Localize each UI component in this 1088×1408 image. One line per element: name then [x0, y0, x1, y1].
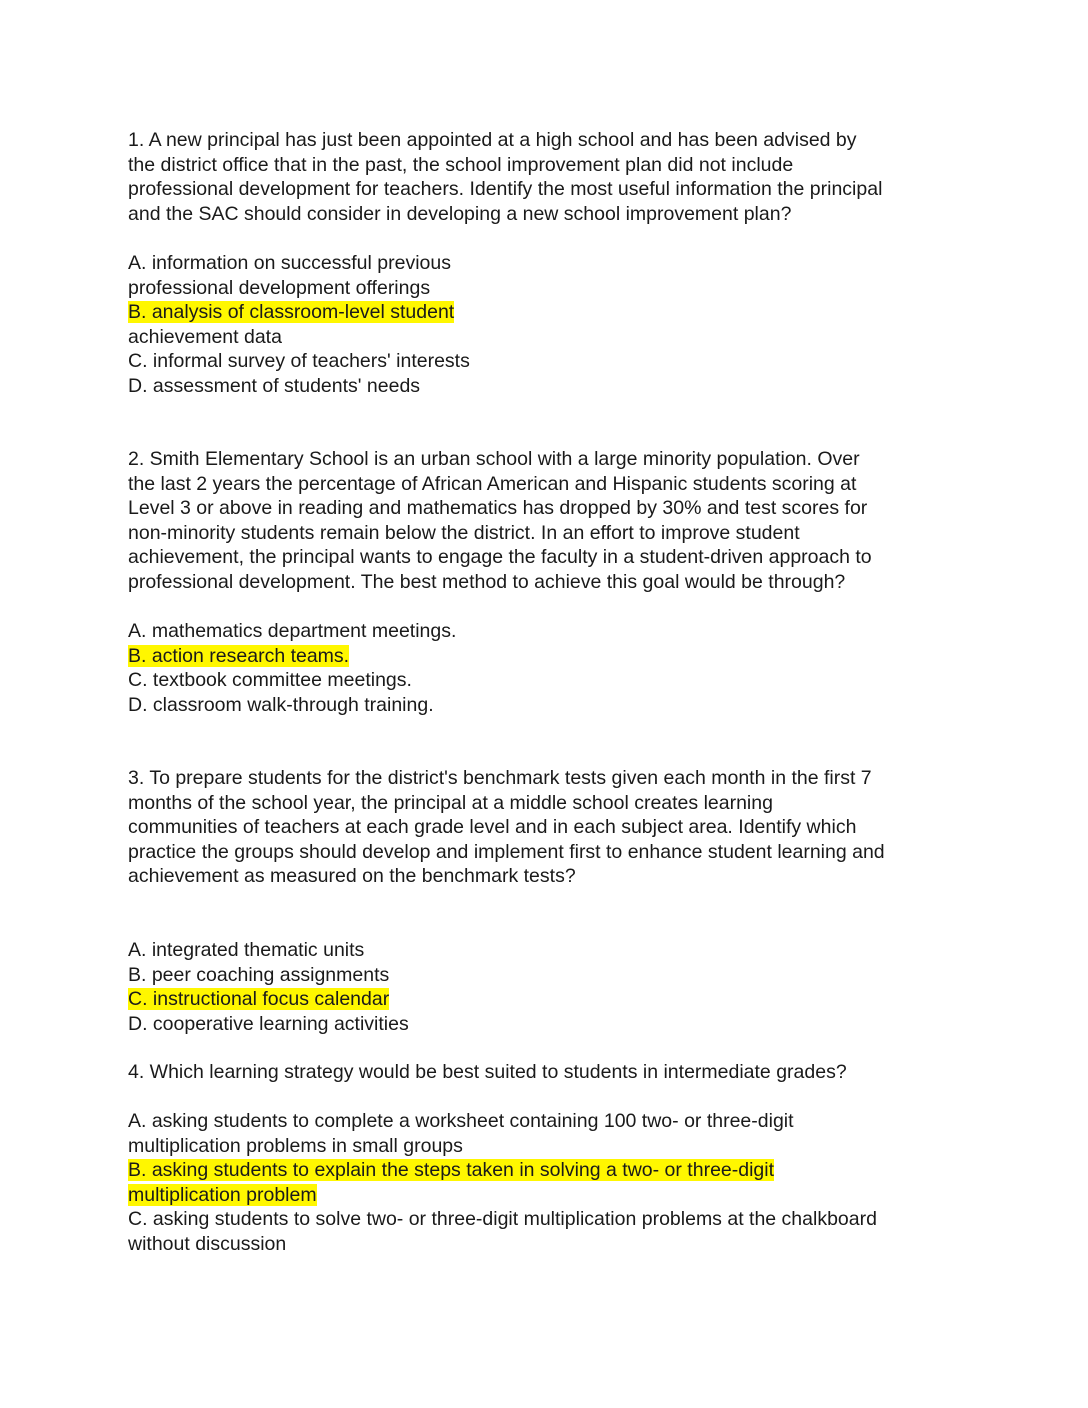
prompt-line: Level 3 or above in reading and mathematics has dropped by 30% and test scores for — [128, 497, 868, 519]
option-line-correct — [128, 644, 968, 669]
prompt-line: 3. To prepare students for the district's benchmark tests given each month in the first 7 — [128, 767, 872, 789]
prompt-line: months of the school year, the principal at a middle school creates learning — [128, 791, 773, 814]
answer-highlight: multiplication problem — [128, 1183, 317, 1206]
option-line: A. mathematics department meetings. — [128, 620, 457, 642]
option-line: D. assessment of students' needs — [128, 374, 421, 397]
option-line-correct — [128, 1158, 968, 1183]
question-1-prompt — [128, 128, 968, 226]
prompt-line: 1. A new principal has just been appointed at a high school and has been advised by — [128, 129, 857, 151]
question-2-options — [128, 619, 968, 717]
question-4-prompt — [128, 1060, 968, 1085]
prompt-line: and the SAC should consider in developing a new school improvement plan? — [128, 202, 792, 225]
option-line: without discussion — [128, 1232, 287, 1255]
option-line-correct — [128, 987, 968, 1012]
prompt-line: professional development. The best method to achieve this goal would be through? — [128, 570, 846, 593]
option-line: C. informal survey of teachers' interests — [128, 350, 470, 372]
prompt-line: 4. Which learning strategy would be best suited to students in intermediate grades? — [128, 1061, 847, 1083]
option-line: B. peer coaching assignments — [128, 963, 390, 986]
option-line-correct — [128, 1183, 968, 1208]
option-line: professional development offerings — [128, 276, 431, 299]
answer-highlight: B. asking students to explain the steps taken in solving a two- or three-digit — [128, 1159, 775, 1181]
answer-highlight: C. instructional focus calendar — [128, 988, 390, 1010]
question-1-options — [128, 251, 968, 398]
option-line: A. asking students to complete a worksheet containing 100 two- or three-digit — [128, 1110, 794, 1132]
question-3-prompt — [128, 766, 968, 889]
option-line-correct — [128, 300, 968, 325]
option-line: C. textbook committee meetings. — [128, 669, 412, 691]
prompt-line: the last 2 years the percentage of African American and Hispanic students scoring at — [128, 472, 857, 495]
question-3-options — [128, 938, 968, 1036]
prompt-line: the district office that in the past, the school improvement plan did not include — [128, 153, 794, 176]
prompt-line: practice the groups should develop and implement first to enhance student learning and — [128, 840, 885, 863]
prompt-line: professional development for teachers. Identify the most useful information the principal — [128, 178, 883, 200]
option-line: A. integrated thematic units — [128, 939, 365, 961]
prompt-line: achievement as measured on the benchmark tests? — [128, 865, 576, 887]
answer-highlight: B. action research teams. — [128, 644, 350, 667]
option-line: D. cooperative learning activities — [128, 1012, 409, 1035]
prompt-line: achievement, the principal wants to engage the faculty in a student-driven approach to — [128, 546, 872, 568]
option-line: achievement data — [128, 325, 282, 348]
question-2-prompt — [128, 447, 968, 594]
question-4-options — [128, 1109, 968, 1256]
option-line: A. information on successful previous — [128, 252, 451, 274]
answer-highlight: B. analysis of classroom-level student — [128, 301, 455, 323]
option-line: multiplication problems in small groups — [128, 1134, 463, 1157]
option-line: C. asking students to solve two- or three-digit multiplication problems at the chalkboard — [128, 1208, 877, 1230]
prompt-line: communities of teachers at each grade level and in each subject area. Identify which — [128, 816, 857, 838]
prompt-line: non-minority students remain below the district. In an effort to improve student — [128, 521, 800, 544]
prompt-line: 2. Smith Elementary School is an urban school with a large minority population. Over — [128, 448, 860, 470]
option-line: D. classroom walk-through training. — [128, 693, 434, 716]
